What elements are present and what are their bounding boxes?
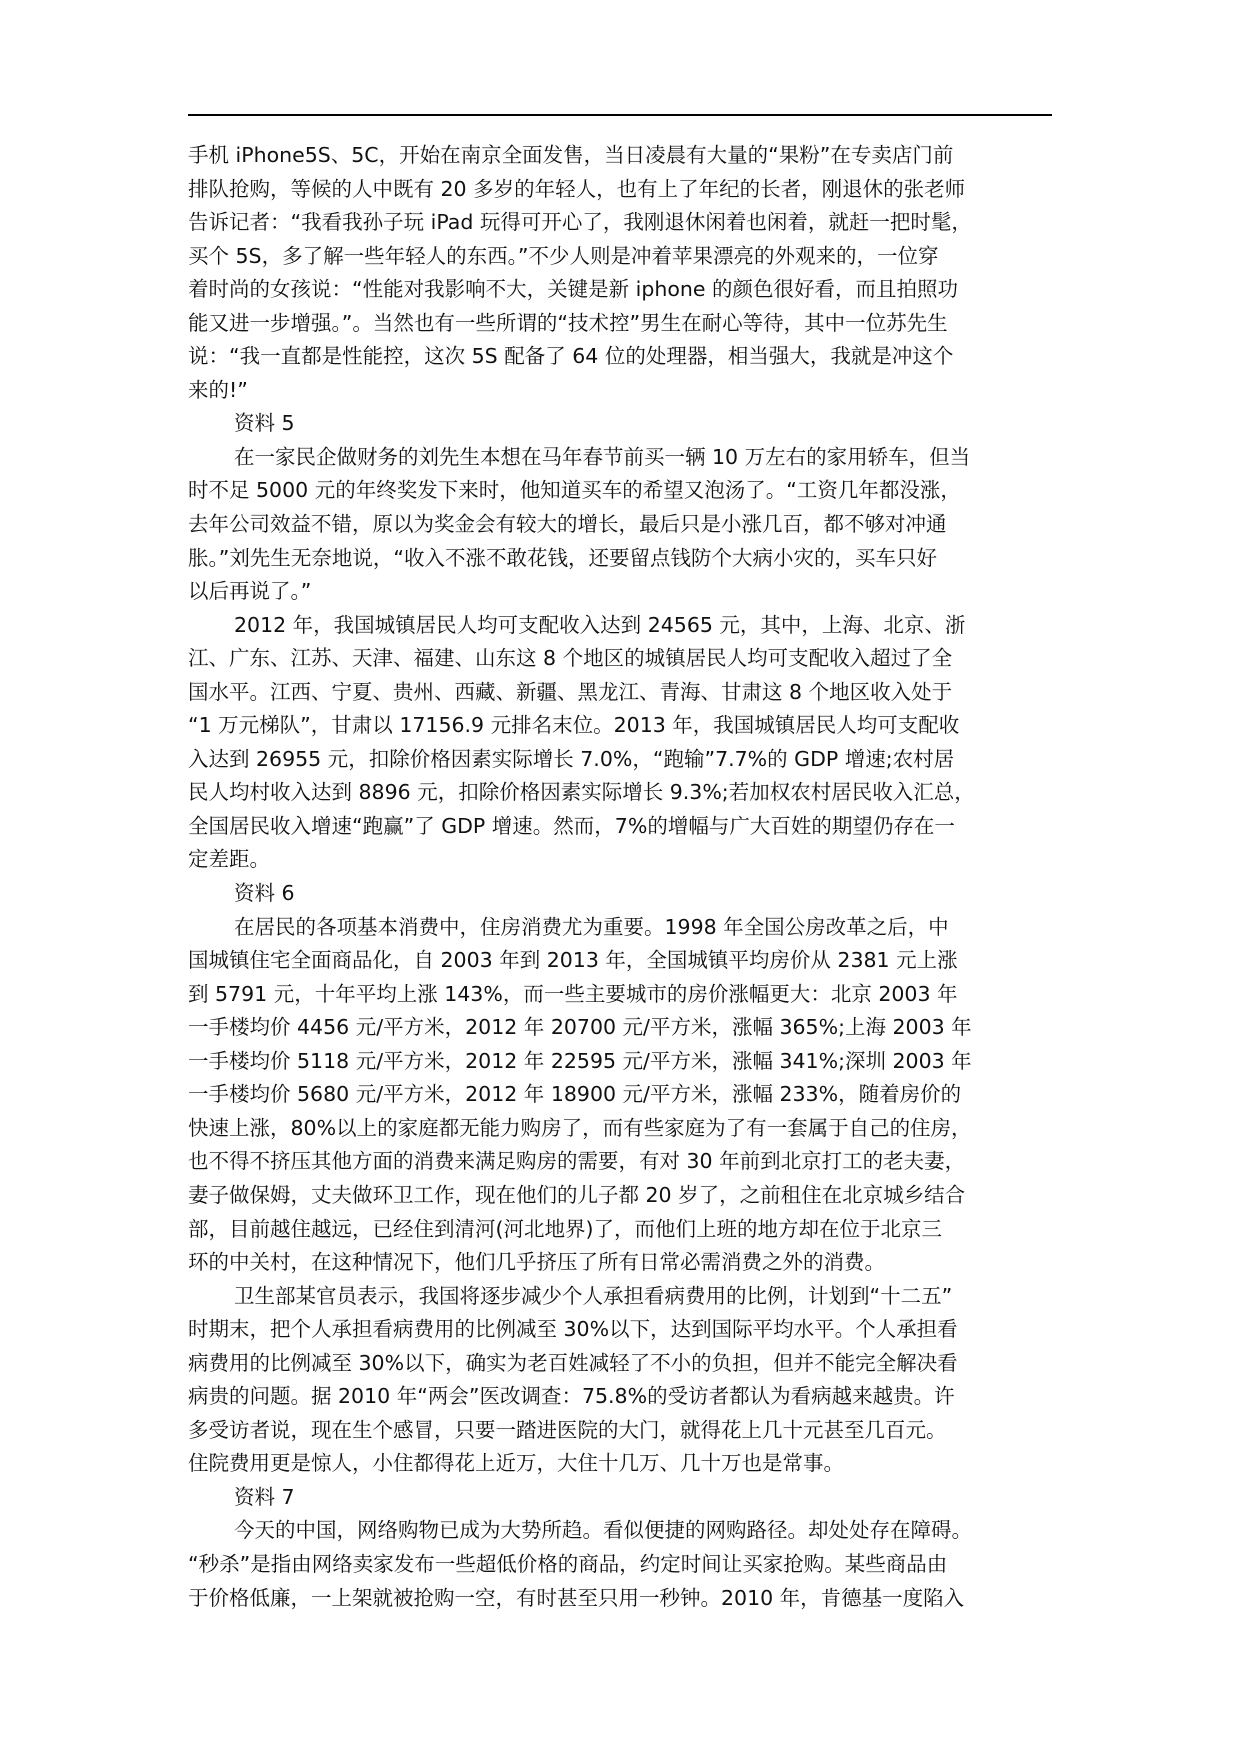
text-line: 今天的中国，网络购物已成为大势所趋。看似便捷的网购路径。却处处存在障碍。 [234, 1518, 972, 1543]
text-line: 于价格低廉，一上架就被抢购一空，有时甚至只用一秒钟。2010 年，肯德基一度陷入 [188, 1585, 965, 1610]
header-rule [188, 114, 1052, 116]
text-line: 入达到 26955 元，扣除价格因素实际增长 7.0%，“跑输”7.7%的 GDP 增速;农村居 [188, 746, 955, 771]
text-line: 民人均村收入达到 8896 元，扣除价格因素实际增长 9.3%;若加权农村居民收入汇总， [188, 780, 975, 805]
text-line: 能又进一步增强。”。当然也有一些所谓的“技术控”男生在耐心等待，其中一位苏先生 [188, 310, 948, 335]
text-line: 部，目前越住越远，已经住到清河(河北地界)了，而他们上班的地方却在位于北京三 [188, 1216, 942, 1241]
text-line: 病费用的比例减至 30%以下，确实为老百姓减轻了不小的负担，但并不能完全解决看 [188, 1350, 958, 1375]
text-line: 以后再说了。” [188, 579, 312, 604]
text-line: 时不足 5000 元的年终奖发下来时，他知道买车的希望又泡汤了。“工资几年都没涨， [188, 478, 961, 503]
text-line: 病贵的问题。据 2010 年“两会”医改调查：75.8%的受访者都认为看病越来越贵。许 [188, 1384, 955, 1409]
text-line: 资料 7 [234, 1484, 295, 1509]
text-line: 2012 年，我国城镇居民人均可支配收入达到 24565 元，其中，上海、北京、浙 [234, 612, 966, 637]
text-line: 多受访者说，现在生个感冒，只要一踏进医院的大门，就得花上几十元甚至几百元。 [188, 1417, 947, 1442]
text-line: 资料 5 [234, 411, 295, 436]
text-line: 来的!” [188, 377, 248, 402]
text-line: 全国居民收入增速“跑赢”了 GDP 增速。然而，7%的增幅与广大百姓的期望仍存在一 [188, 813, 955, 838]
text-line: 时期末，把个人承担看病费用的比例减至 30%以下，达到国际平均水平。个人承担看 [188, 1317, 958, 1342]
text-line: “1 万元梯队”，甘肃以 17156.9 元排名末位。2013 年，我国城镇居民人均可支配收 [188, 713, 960, 738]
text-line: 住院费用更是惊人，小住都得花上近万，大住十几万、几十万也是常事。 [188, 1451, 844, 1476]
text-line: “秒杀”是指由网络卖家发布一些超低价格的商品，约定时间让买家抢购。某些商品由 [188, 1551, 948, 1576]
text-line: 也不得不挤压其他方面的消费来满足购房的需要，有对 30 年前到北京打工的老夫妻， [188, 1149, 966, 1174]
text-line: 资料 6 [234, 881, 295, 906]
text-line: 在居民的各项基本消费中，住房消费尤为重要。1998 年全国公房改革之后，中 [234, 914, 949, 939]
text-line: 环的中关村，在这种情况下，他们几乎挤压了所有日常必需消费之外的消费。 [188, 1250, 885, 1275]
text-line: 去年公司效益不错，原以为奖金会有较大的增长，最后只是小涨几百，都不够对冲通 [188, 512, 947, 537]
text-line: 说：“我一直都是性能控，这次 5S 配备了 64 位的处理器，相当强大，我就是冲这个 [188, 344, 954, 369]
text-line: 排队抢购，等候的人中既有 20 多岁的年轻人，也有上了年纪的长者，刚退休的张老师 [188, 176, 966, 201]
text-line: 胀。”刘先生无奈地说，“收入不涨不敢花钱，还要留点钱防个大病小灾的，买车只好 [188, 545, 937, 570]
text-line: 一手楼均价 4456 元/平方米，2012 年 20700 元/平方米，涨幅 365%;上海 2003 年 [188, 1015, 972, 1040]
text-line: 快速上涨，80%以上的家庭都无能力购房了，而有些家庭为了有一套属于自己的住房， [188, 1115, 972, 1140]
text-line: 国城镇住宅全面商品化，自 2003 年到 2013 年，全国城镇平均房价从 2381 元上涨 [188, 948, 958, 973]
text-line: 着时尚的女孩说：“性能对我影响不大，关键是新 iphone 的颜色很好看，而且拍照功 [188, 277, 958, 302]
text-line: 卫生部某官员表示，我国将逐步减少个人承担看病费用的比例，计划到“十二五” [234, 1283, 953, 1308]
text-line: 到 5791 元，十年平均上涨 143%，而一些主要城市的房价涨幅更大：北京 2003 年 [188, 981, 958, 1006]
text-line: 一手楼均价 5118 元/平方米，2012 年 22595 元/平方米，涨幅 341%;深圳 2003 年 [188, 1048, 972, 1073]
text-line: 手机 iPhone5S、5C，开始在南京全面发售，当日凌晨有大量的“果粉”在专卖店门前 [188, 143, 954, 167]
text-line: 在一家民企做财务的刘先生本想在马年春节前买一辆 10 万左右的家用轿车，但当 [234, 444, 971, 469]
text-line: 国水平。江西、宁夏、贵州、西藏、新疆、黑龙江、青海、甘肃这 8 个地区收入处于 [188, 679, 953, 704]
text-line: 一手楼均价 5680 元/平方米，2012 年 18900 元/平方米，涨幅 233%，随着房价的 [188, 1082, 962, 1107]
text-line: 定差距。 [188, 847, 270, 872]
text-line: 告诉记者：“我看我孙子玩 iPad 玩得可开心了，我刚退休闲着也闲着，就赶一把时髦， [188, 210, 972, 235]
text-line: 买个 5S，多了解一些年轻人的东西。”不少人则是冲着苹果漂亮的外观来的，一位穿 [188, 243, 939, 268]
text-line: 妻子做保姆，丈夫做环卫工作，现在他们的儿子都 20 岁了，之前租住在北京城乡结合 [188, 1182, 966, 1207]
text-line: 江、广东、江苏、天津、福建、山东这 8 个地区的城镇居民人均可支配收入超过了全 [188, 646, 953, 671]
document-body [188, 139, 1054, 1615]
